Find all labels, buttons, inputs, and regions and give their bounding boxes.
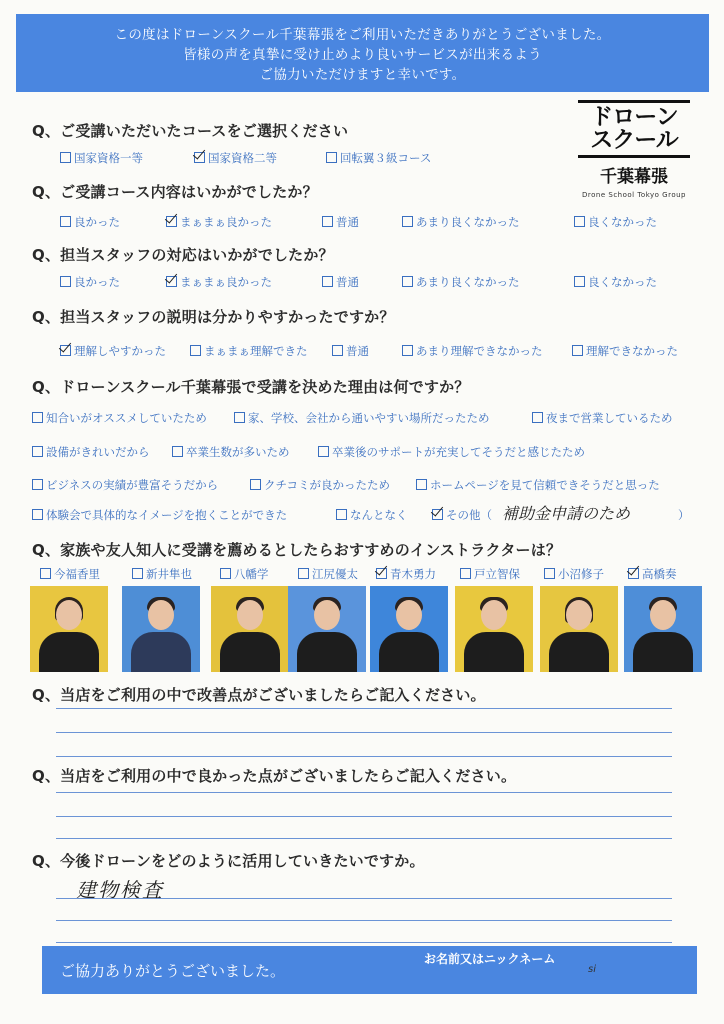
q4-option-5[interactable]: 理解できなかった: [572, 343, 678, 359]
checkbox-icon[interactable]: [172, 446, 183, 457]
q5-other-handwritten: 補助金申請のため: [502, 504, 631, 523]
instructor-2[interactable]: 新井隼也: [132, 566, 192, 582]
question-4: Q、担当スタッフの説明は分かりやすかったですか？: [32, 308, 395, 326]
question-1: Q、ご受講いただいたコースをご選択ください: [32, 122, 349, 140]
answer-line[interactable]: [56, 816, 672, 817]
checkbox-icon[interactable]: [336, 509, 347, 520]
checkbox-icon[interactable]: [460, 568, 471, 579]
checkbox-icon[interactable]: [40, 568, 51, 579]
instructor-6[interactable]: 戸立智保: [460, 566, 520, 582]
instructor-photo: [455, 586, 533, 672]
q4-option-3[interactable]: 普通: [332, 343, 369, 359]
checkbox-checked-icon[interactable]: [432, 509, 443, 520]
checkbox-icon[interactable]: [32, 479, 43, 490]
school-logo: [578, 100, 690, 208]
checkbox-icon[interactable]: [318, 446, 329, 457]
q2-option-2[interactable]: まぁまぁ良かった: [166, 214, 272, 230]
footer-thanks: ご協力ありがとうございました。: [60, 962, 286, 980]
logo-wordmark: [578, 100, 690, 158]
question-5: Q、ドローンスクール千葉幕張で受講を決めた理由は何ですか？: [32, 378, 470, 396]
footer-signature: si: [588, 964, 596, 975]
checkbox-icon[interactable]: [574, 276, 585, 287]
answer-line[interactable]: [56, 898, 672, 899]
checkbox-icon[interactable]: [60, 276, 71, 287]
q5-reason-3[interactable]: 夜まで営業しているため: [532, 410, 673, 426]
checkbox-icon[interactable]: [322, 216, 333, 227]
q5-reason-2[interactable]: 家、学校、会社から通いやすい場所だったため: [234, 410, 490, 426]
instructor-photo: [30, 586, 108, 672]
q2-option-5[interactable]: 良くなかった: [574, 214, 657, 230]
checkbox-icon[interactable]: [190, 345, 201, 356]
q5-reason-10[interactable]: 体験会で具体的なイメージを抱くことができた: [32, 507, 287, 523]
question-2: Q、ご受講コース内容はいかがでしたか？: [32, 183, 318, 201]
instructor-7[interactable]: 小沼修子: [544, 566, 604, 582]
header-line-1: この度はドローンスクール千葉幕張をご利用いただきありがとうございました。: [114, 27, 611, 43]
checkbox-checked-icon[interactable]: [60, 345, 71, 356]
checkbox-icon[interactable]: [574, 216, 585, 227]
q3-option-2[interactable]: まぁまぁ良かった: [166, 274, 272, 290]
q5-reason-8[interactable]: クチコミが良かったため: [250, 477, 390, 493]
checkbox-checked-icon[interactable]: [166, 276, 177, 287]
checkbox-icon[interactable]: [298, 568, 309, 579]
q5-other-close-paren: ）: [678, 508, 690, 522]
instructor-1[interactable]: 今福香里: [40, 566, 100, 582]
header-line-3: ご協力いただけますと幸いです。: [259, 67, 466, 83]
checkbox-icon[interactable]: [402, 216, 413, 227]
answer-line[interactable]: [56, 732, 672, 733]
instructor-photo: [370, 586, 448, 672]
instructor-photo: [288, 586, 366, 672]
logo-sub: Drone School Tokyo Group: [582, 191, 686, 199]
question-9: Q、今後ドローンをどのように活用していきたいですか。: [32, 852, 425, 870]
answer-line[interactable]: [56, 838, 672, 839]
logo-line-3: 千葉幕張: [600, 167, 668, 187]
answer-line[interactable]: [56, 792, 672, 793]
answer-line[interactable]: [56, 942, 672, 943]
question-7: Q、当店をご利用の中で改善点がございましたらご記入ください。: [32, 686, 486, 704]
instructor-photo: [122, 586, 200, 672]
checkbox-icon[interactable]: [532, 412, 543, 423]
instructor-5[interactable]: 青木勇力: [376, 566, 436, 582]
instructor-names: [40, 566, 712, 582]
checkbox-checked-icon[interactable]: [376, 568, 387, 579]
instructor-photo: [540, 586, 618, 672]
checkbox-icon[interactable]: [32, 509, 43, 520]
checkbox-icon[interactable]: [234, 412, 245, 423]
checkbox-icon[interactable]: [332, 345, 343, 356]
checkbox-checked-icon[interactable]: [628, 568, 639, 579]
q1-option-2[interactable]: 国家資格二等: [194, 150, 277, 166]
checkbox-icon[interactable]: [32, 446, 43, 457]
checkbox-icon[interactable]: [402, 276, 413, 287]
q5-reason-6[interactable]: 卒業後のサポートが充実してそうだと感じたため: [318, 444, 585, 460]
q5-reason-other[interactable]: その他（: [432, 507, 492, 523]
checkbox-checked-icon[interactable]: [166, 216, 177, 227]
q5-reason-7[interactable]: ビジネスの実績が豊富そうだから: [32, 477, 218, 493]
checkbox-icon[interactable]: [322, 276, 333, 287]
checkbox-checked-icon[interactable]: [194, 152, 205, 163]
q5-reason-4[interactable]: 設備がきれいだから: [32, 444, 150, 460]
instructor-8[interactable]: 高橋奏: [628, 566, 677, 582]
instructor-photo: [211, 586, 289, 672]
q1-option-3[interactable]: 回転翼３級コース: [326, 150, 431, 166]
q1-option-1[interactable]: 国家資格一等: [60, 150, 143, 166]
answer-line[interactable]: [56, 708, 672, 709]
checkbox-icon[interactable]: [572, 345, 583, 356]
q3-option-3[interactable]: 普通: [322, 274, 359, 290]
footer-banner: [42, 946, 697, 994]
checkbox-icon[interactable]: [220, 568, 231, 579]
q4-option-4[interactable]: あまり理解できなかった: [402, 343, 543, 359]
checkbox-icon[interactable]: [416, 479, 427, 490]
q5-reason-5[interactable]: 卒業生数が多いため: [172, 444, 290, 460]
answer-line[interactable]: [56, 920, 672, 921]
checkbox-icon[interactable]: [132, 568, 143, 579]
instructor-3[interactable]: 八幡学: [220, 566, 269, 582]
checkbox-icon[interactable]: [544, 568, 555, 579]
question-3: Q、担当スタッフの対応はいかがでしたか？: [32, 246, 334, 264]
question-6: Q、家族や友人知人に受講を薦めるとしたらおすすめのインストラクターは？: [32, 541, 562, 559]
header-banner: [16, 14, 709, 92]
instructor-photos: [30, 586, 702, 672]
q4-option-1[interactable]: 理解しやすかった: [60, 343, 166, 359]
logo-line-2: スクール: [590, 127, 678, 153]
checkbox-icon[interactable]: [402, 345, 413, 356]
q2-option-3[interactable]: 普通: [322, 214, 359, 230]
instructor-photo: [624, 586, 702, 672]
logo-line-1: ドローン: [590, 104, 678, 130]
answer-line[interactable]: [56, 756, 672, 757]
q3-option-5[interactable]: 良くなかった: [574, 274, 657, 290]
question-8: Q、当店をご利用の中で良かった点がございましたらご記入ください。: [32, 767, 517, 785]
header-line-2: 皆様の声を真摯に受け止めより良いサービスが出来るよう: [183, 47, 542, 63]
instructor-4[interactable]: 江尻優太: [298, 566, 358, 582]
q5-reason-1[interactable]: 知合いがオススメしていたため: [32, 410, 207, 426]
checkbox-icon[interactable]: [32, 412, 43, 423]
checkbox-icon[interactable]: [250, 479, 261, 490]
q3-option-1[interactable]: 良かった: [60, 274, 120, 290]
q5-reason-11[interactable]: なんとなく: [336, 507, 408, 523]
q2-option-1[interactable]: 良かった: [60, 214, 120, 230]
q3-option-4[interactable]: あまり良くなかった: [402, 274, 520, 290]
q2-option-4[interactable]: あまり良くなかった: [402, 214, 520, 230]
footer-name-label: お名前又はニックネーム: [424, 952, 556, 966]
q9-handwritten-answer: 建物検査: [76, 878, 164, 902]
q4-option-2[interactable]: まぁまぁ理解できた: [190, 343, 308, 359]
checkbox-icon[interactable]: [326, 152, 337, 163]
checkbox-icon[interactable]: [60, 216, 71, 227]
checkbox-icon[interactable]: [60, 152, 71, 163]
q5-reason-9[interactable]: ホームページを見て信頼できそうだと思った: [416, 477, 660, 493]
